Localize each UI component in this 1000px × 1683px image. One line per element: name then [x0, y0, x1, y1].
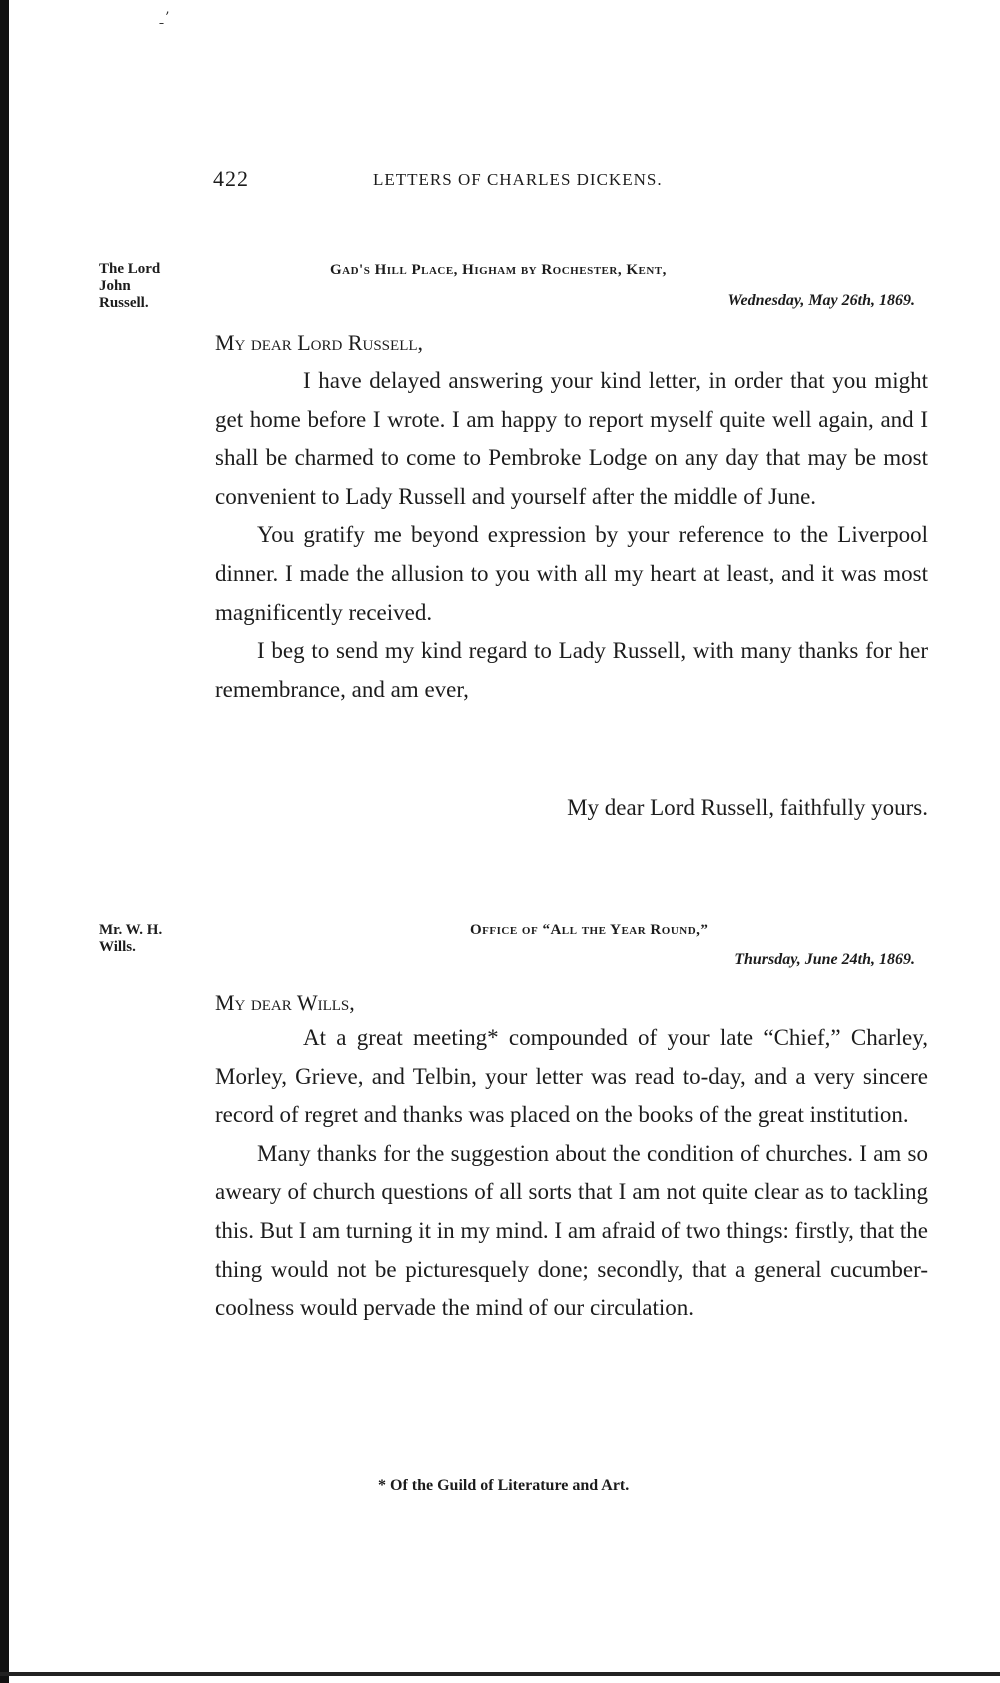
paragraph: Many thanks for the suggestion about the condition of churches. I am so aweary of church questions of all sorts that I am not quite clear as to tackling this. But I am turning it in my mind. I am afraid of two things: firstly, that the thing would not be picturesquely done; secondly, that a general cucumber-coolness would pervade the mind of our circulation. — [215, 1140, 928, 1321]
letter-body — [215, 1019, 928, 1328]
sidenote-line: The Lord — [99, 261, 161, 277]
paragraph: I have delayed answering your kind letter, in order that you might get home before I wrote. I am happy to report myself quite well again, and I shall be charmed to come to Pembroke Lodge on any day that may be most convenient to Lady Russell and yourself after the middle of June. — [215, 368, 928, 509]
running-head — [213, 166, 928, 200]
page-number: 422 — [213, 166, 249, 191]
scan-mark: ˍ’ — [158, 10, 170, 26]
paragraph: At a great meeting* compounded of your late “Chief,” Charley, Morley, Grieve, and Telbin, your letter was read to-day, and a very sincere record of regret and thanks was placed on the books of the great institution. — [215, 1025, 928, 1128]
paragraph: You gratify me beyond expression by your reference to the Liverpool dinner. I made the allusion to you with all my heart at least, and it was most magnificently received. — [215, 522, 928, 625]
footnote: * Of the Guild of Literature and Art. — [378, 1477, 630, 1494]
sidenote-line: John — [99, 278, 131, 294]
sidenote-line: Mr. W. H. — [99, 922, 163, 938]
letter-address: Office of “All the Year Round,” — [470, 922, 709, 938]
paragraph: I beg to send my kind regard to Lady Russell, with many thanks for her remembrance, and am ever, — [215, 638, 928, 702]
recipient-sidenote-wills — [99, 922, 162, 956]
letter-salutation: My dear Wills, — [215, 990, 355, 1015]
running-title: LETTERS OF CHARLES DICKENS. — [373, 170, 663, 189]
letter-closing: My dear Lord Russell, faithfully yours. — [567, 795, 928, 820]
letter-date: Thursday, June 24th, 1869. — [734, 951, 915, 968]
page-edge-bottom — [0, 1672, 1000, 1676]
letter-address: Gad's Hill Place, Higham by Rochester, Kent, — [330, 262, 667, 278]
sidenote-line: Wills. — [99, 939, 136, 955]
recipient-sidenote-russell — [99, 261, 160, 312]
page-edge-left — [0, 0, 9, 1683]
letter-body — [215, 362, 928, 709]
sidenote-line: Russell. — [99, 295, 149, 311]
letter-date: Wednesday, May 26th, 1869. — [727, 292, 915, 309]
letter-salutation: My dear Lord Russell, — [215, 330, 424, 355]
